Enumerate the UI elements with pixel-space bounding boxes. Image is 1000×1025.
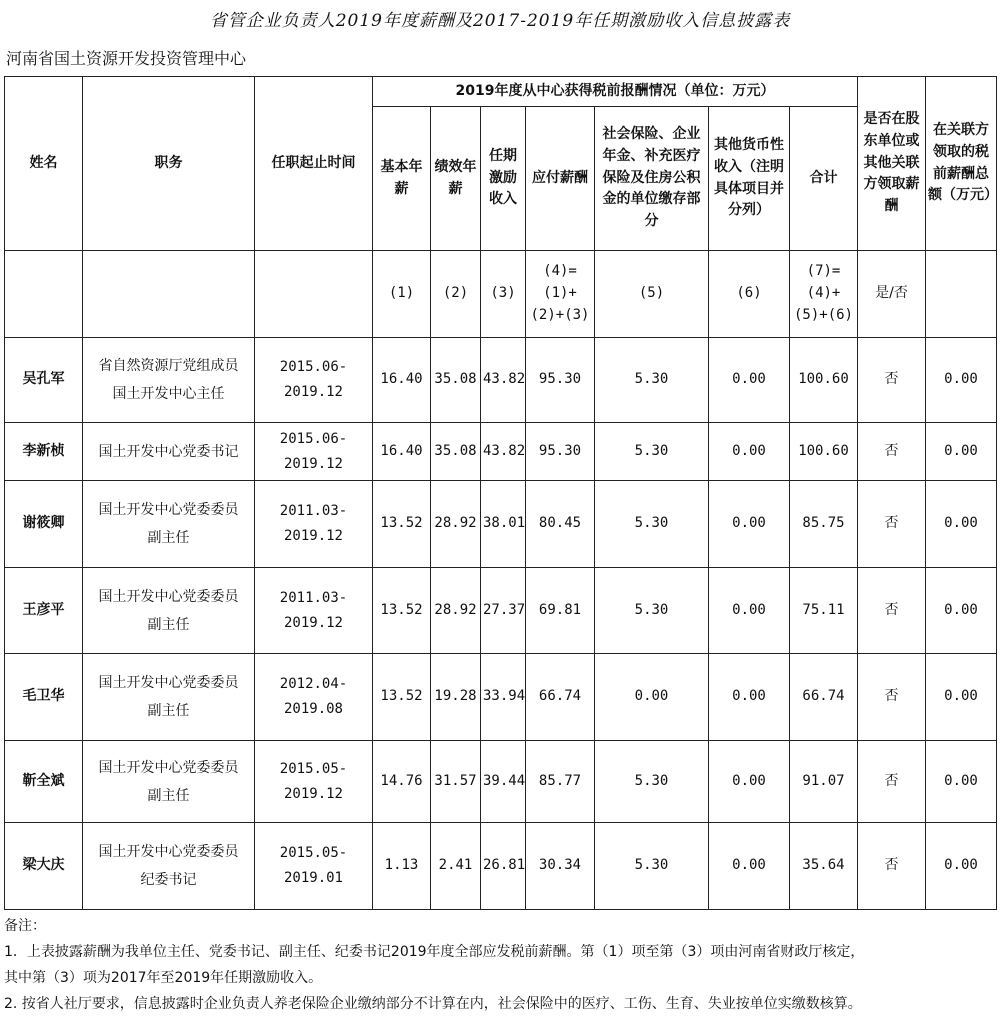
cell-name: 靳全斌 <box>5 741 83 823</box>
header-name: 姓名 <box>5 77 83 251</box>
code-5: (5) <box>595 251 709 338</box>
cell-related-pay: 0.00 <box>926 481 997 568</box>
header-performance: 绩效年薪 <box>431 107 481 251</box>
cell-social: 5.30 <box>595 481 709 568</box>
cell-name: 李新桢 <box>5 423 83 481</box>
code-3: (3) <box>481 251 526 338</box>
cell-total: 75.11 <box>790 568 858 654</box>
cell-total: 66.74 <box>790 654 858 741</box>
notes-label: 备注： <box>4 918 46 934</box>
cell-term: 2015.06- 2019.12 <box>255 423 373 481</box>
cell-social: 5.30 <box>595 338 709 423</box>
header-position: 职务 <box>83 77 255 251</box>
cell-shareholder: 否 <box>858 654 926 741</box>
cell-basic: 16.40 <box>373 338 431 423</box>
cell-name: 梁大庆 <box>5 823 83 910</box>
cell-position: 国土开发中心党委委员 副主任 <box>83 481 255 568</box>
cell-other: 0.00 <box>709 423 790 481</box>
cell-payable: 95.30 <box>526 338 595 423</box>
notes <box>4 913 998 1017</box>
cell-total: 100.60 <box>790 338 858 423</box>
code-6: (6) <box>709 251 790 338</box>
cell-related-pay: 0.00 <box>926 338 997 423</box>
cell-position: 国土开发中心党委委员 纪委书记 <box>83 823 255 910</box>
cell-other: 0.00 <box>709 741 790 823</box>
note-line-2: 其中第（3）项为2017年至2019年任期激励收入。 <box>4 970 323 986</box>
header-tenure: 任期激励收入 <box>481 107 526 251</box>
cell-position: 国土开发中心党委委员 副主任 <box>83 741 255 823</box>
header-related-pay: 在关联方领取的税前薪酬总额（万元） <box>926 77 997 251</box>
header-total: 合计 <box>790 107 858 251</box>
cell-social: 0.00 <box>595 654 709 741</box>
cell-social: 5.30 <box>595 568 709 654</box>
compensation-table <box>4 76 997 910</box>
cell-related-pay: 0.00 <box>926 654 997 741</box>
cell-tenure: 27.37 <box>481 568 526 654</box>
header-shareholder: 是否在股东单位或其他关联方领取薪酬 <box>858 77 926 251</box>
cell-other: 0.00 <box>709 654 790 741</box>
cell-total: 91.07 <box>790 741 858 823</box>
cell-performance: 35.08 <box>431 338 481 423</box>
cell-shareholder: 否 <box>858 568 926 654</box>
header-term: 任职起止时间 <box>255 77 373 251</box>
cell-term: 2012.04- 2019.08 <box>255 654 373 741</box>
cell-performance: 2.41 <box>431 823 481 910</box>
cell-position: 国土开发中心党委委员 副主任 <box>83 568 255 654</box>
cell-position: 国土开发中心党委委员 副主任 <box>83 654 255 741</box>
cell-tenure: 43.82 <box>481 423 526 481</box>
code-row <box>5 251 997 338</box>
cell-shareholder: 否 <box>858 423 926 481</box>
cell-performance: 19.28 <box>431 654 481 741</box>
cell-performance: 28.92 <box>431 481 481 568</box>
cell-social: 5.30 <box>595 423 709 481</box>
cell-name: 毛卫华 <box>5 654 83 741</box>
cell-position: 国土开发中心党委书记 <box>83 423 255 481</box>
cell-performance: 35.08 <box>431 423 481 481</box>
header-social: 社会保险、企业年金、补充医疗保险及住房公积金的单位缴存部分 <box>595 107 709 251</box>
code-empty <box>5 251 83 338</box>
cell-tenure: 26.81 <box>481 823 526 910</box>
cell-term: 2015.05- 2019.01 <box>255 823 373 910</box>
cell-shareholder: 否 <box>858 338 926 423</box>
cell-payable: 66.74 <box>526 654 595 741</box>
cell-payable: 85.77 <box>526 741 595 823</box>
note-line-1: 1．上表披露薪酬为我单位主任、党委书记、副主任、纪委书记2019年度全部应发税前薪酬。第（1）项至第（3）项由河南省财政厅核定， <box>4 944 865 960</box>
cell-social: 5.30 <box>595 741 709 823</box>
header-other: 其他货币性收入（注明具体项目并分列） <box>709 107 790 251</box>
cell-other: 0.00 <box>709 338 790 423</box>
table-row <box>5 481 997 568</box>
cell-payable: 30.34 <box>526 823 595 910</box>
code-empty <box>255 251 373 338</box>
cell-basic: 13.52 <box>373 654 431 741</box>
cell-related-pay: 0.00 <box>926 568 997 654</box>
cell-performance: 31.57 <box>431 741 481 823</box>
cell-payable: 69.81 <box>526 568 595 654</box>
cell-payable: 95.30 <box>526 423 595 481</box>
code-empty <box>926 251 997 338</box>
cell-tenure: 39.44 <box>481 741 526 823</box>
cell-other: 0.00 <box>709 481 790 568</box>
cell-basic: 13.52 <box>373 568 431 654</box>
cell-total: 100.60 <box>790 423 858 481</box>
cell-term: 2011.03- 2019.12 <box>255 481 373 568</box>
cell-shareholder: 否 <box>858 741 926 823</box>
header-payable: 应付薪酬 <box>526 107 595 251</box>
cell-related-pay: 0.00 <box>926 423 997 481</box>
cell-basic: 16.40 <box>373 423 431 481</box>
organization-name: 河南省国土资源开发投资管理中心 <box>6 49 247 68</box>
code-4: (4)= (1)+ (2)+(3) <box>526 251 595 338</box>
table-row <box>5 741 997 823</box>
cell-social: 5.30 <box>595 823 709 910</box>
cell-basic: 13.52 <box>373 481 431 568</box>
header-pay-group: 2019年度从中心获得税前报酬情况（单位：万元） <box>373 77 858 107</box>
cell-related-pay: 0.00 <box>926 823 997 910</box>
cell-basic: 1.13 <box>373 823 431 910</box>
cell-tenure: 33.94 <box>481 654 526 741</box>
cell-tenure: 38.01 <box>481 481 526 568</box>
cell-related-pay: 0.00 <box>926 741 997 823</box>
code-7: (7)=(4)+ (5)+(6) <box>790 251 858 338</box>
cell-name: 谢筱卿 <box>5 481 83 568</box>
cell-total: 85.75 <box>790 481 858 568</box>
cell-other: 0.00 <box>709 568 790 654</box>
cell-performance: 28.92 <box>431 568 481 654</box>
cell-total: 35.64 <box>790 823 858 910</box>
code-empty <box>83 251 255 338</box>
code-1: (1) <box>373 251 431 338</box>
cell-shareholder: 否 <box>858 481 926 568</box>
page-title: 省管企业负责人2019年度薪酬及2017-2019年任期激励收入信息披露表 <box>209 11 791 31</box>
code-yes-no: 是/否 <box>858 251 926 338</box>
table-row <box>5 823 997 910</box>
code-2: (2) <box>431 251 481 338</box>
cell-basic: 14.76 <box>373 741 431 823</box>
table-row <box>5 423 997 481</box>
cell-term: 2015.06- 2019.12 <box>255 338 373 423</box>
cell-tenure: 43.82 <box>481 338 526 423</box>
note-line-3: 2. 按省人社厅要求，信息披露时企业负责人养老保险企业缴纳部分不计算在内，社会保险中的医疗、工伤、生育、失业按单位实缴数核算。 <box>4 996 862 1012</box>
table-row <box>5 568 997 654</box>
cell-payable: 80.45 <box>526 481 595 568</box>
header-row-group <box>5 77 997 107</box>
table-row <box>5 338 997 423</box>
table-row <box>5 654 997 741</box>
header-basic: 基本年薪 <box>373 107 431 251</box>
cell-name: 王彦平 <box>5 568 83 654</box>
cell-term: 2011.03- 2019.12 <box>255 568 373 654</box>
cell-term: 2015.05- 2019.12 <box>255 741 373 823</box>
cell-name: 吴孔军 <box>5 338 83 423</box>
cell-other: 0.00 <box>709 823 790 910</box>
cell-shareholder: 否 <box>858 823 926 910</box>
cell-position: 省自然资源厅党组成员 国土开发中心主任 <box>83 338 255 423</box>
